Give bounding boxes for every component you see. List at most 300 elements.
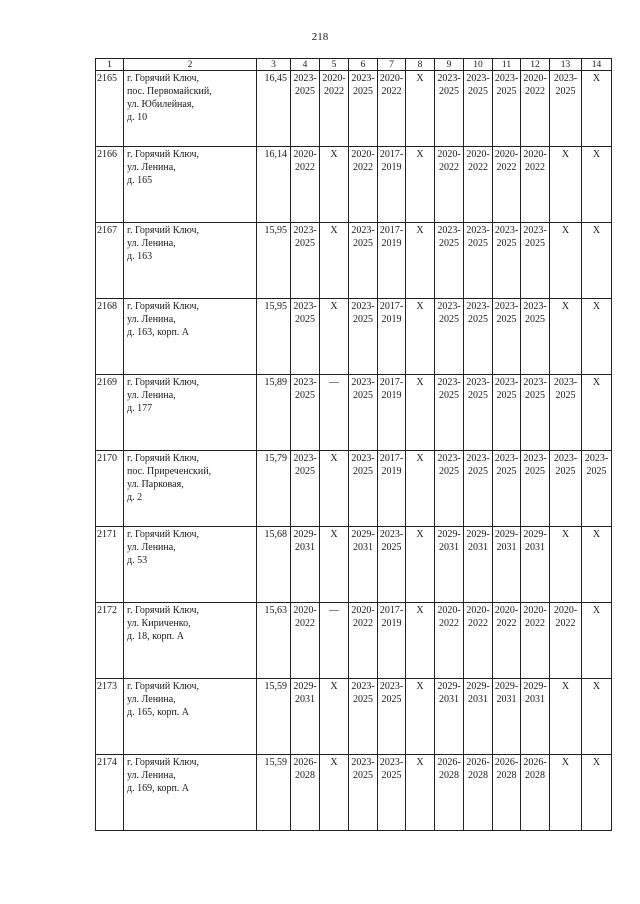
period-line: 2029- — [437, 529, 461, 540]
period-line: Х — [416, 529, 424, 540]
period-cell-col-12 — [521, 147, 550, 223]
period-line: 2020- — [437, 605, 461, 616]
period-line: 2023- — [523, 225, 547, 236]
column-header-9: 9 — [435, 59, 464, 71]
period-cell-col-12 — [521, 679, 550, 755]
address-cell — [124, 147, 257, 223]
period-line: 2020- — [523, 605, 547, 616]
period-cell-col-8 — [406, 71, 435, 147]
period-line: 2025 — [381, 770, 402, 781]
period-line: 2025 — [496, 314, 517, 325]
period-cell-col-5 — [320, 147, 349, 223]
period-cell-col-14 — [582, 527, 612, 603]
column-header-8: 8 — [406, 59, 435, 71]
row-number-cell: 2170 — [96, 451, 124, 527]
period-cell-col-8 — [406, 375, 435, 451]
period-cell-col-5 — [320, 755, 349, 831]
period-line: 2020- — [466, 149, 490, 160]
period-line: 2025 — [525, 466, 545, 477]
period-cell-col-4 — [291, 147, 320, 223]
address-cell — [124, 71, 257, 147]
period-line: 2023- — [293, 225, 317, 236]
period-cell-col-13 — [550, 71, 582, 147]
period-cell-col-12 — [521, 223, 550, 299]
period-line: 2026- — [523, 757, 547, 768]
period-cell-col-4 — [291, 71, 320, 147]
period-line: 2023- — [379, 757, 404, 768]
period-cell-col-7 — [378, 147, 406, 223]
period-line: 2023- — [351, 225, 375, 236]
address-line: г. Горячий Ключ, — [127, 757, 199, 768]
period-cell-col-9 — [435, 375, 464, 451]
address-line: г. Горячий Ключ, — [127, 377, 199, 388]
period-line: Х — [416, 757, 424, 768]
address-line: д. 177 — [127, 403, 153, 414]
period-cell-col-8 — [406, 527, 435, 603]
period-cell-col-10 — [464, 223, 493, 299]
period-line: 2025 — [295, 238, 315, 249]
period-line: 2023- — [351, 377, 375, 388]
period-line: Х — [416, 681, 424, 692]
period-line: 2028 — [525, 770, 545, 781]
period-cell-col-11 — [493, 375, 521, 451]
address-line: г. Горячий Ключ, — [127, 149, 199, 160]
period-line: 2025 — [525, 238, 545, 249]
period-line: Х — [561, 757, 570, 768]
period-cell-col-6 — [349, 147, 378, 223]
period-cell-col-11 — [493, 603, 521, 679]
column-header-6: 6 — [349, 59, 378, 71]
period-line: 2029- — [466, 529, 490, 540]
period-cell-col-4 — [291, 755, 320, 831]
period-line: 2025 — [353, 694, 373, 705]
period-cell-col-8 — [406, 299, 435, 375]
period-cell-col-5 — [320, 223, 349, 299]
table-row — [96, 71, 612, 147]
header-row — [96, 59, 612, 71]
period-cell-col-9 — [435, 755, 464, 831]
address-cell — [124, 223, 257, 299]
period-line: 2020- — [437, 149, 461, 160]
period-cell-col-10 — [464, 603, 493, 679]
row-number-cell: 2167 — [96, 223, 124, 299]
period-cell-col-11 — [493, 147, 521, 223]
period-line: Х — [330, 225, 338, 236]
period-cell-col-13 — [550, 375, 582, 451]
period-line: Х — [592, 73, 601, 84]
address-cell — [124, 603, 257, 679]
period-line: Х — [592, 301, 601, 312]
period-line: 2029- — [523, 529, 547, 540]
period-line: 2025 — [295, 390, 315, 401]
period-line: 2025 — [439, 314, 459, 325]
period-line: 2031 — [468, 542, 488, 553]
period-cell-col-7 — [378, 603, 406, 679]
address-line: ул. Ленина, — [127, 694, 176, 705]
period-line: 2029- — [351, 529, 375, 540]
address-line: д. 18, корп. А — [127, 631, 185, 642]
period-cell-col-5 — [320, 71, 349, 147]
period-line: 2031 — [468, 694, 488, 705]
period-cell-col-6 — [349, 451, 378, 527]
period-cell-col-14 — [582, 375, 612, 451]
period-line: 2025 — [353, 314, 373, 325]
period-line: 2025 — [496, 466, 517, 477]
period-cell-col-5 — [320, 679, 349, 755]
area-cell: 15,79 — [257, 451, 291, 527]
period-cell-col-13 — [550, 147, 582, 223]
period-line: 2022 — [555, 618, 576, 629]
period-line: 2022 — [496, 618, 517, 629]
period-cell-col-11 — [493, 451, 521, 527]
period-cell-col-6 — [349, 223, 378, 299]
period-line: 2022 — [496, 162, 517, 173]
period-cell-col-14 — [582, 755, 612, 831]
period-cell-col-5 — [320, 527, 349, 603]
period-line: 2025 — [353, 466, 373, 477]
period-line: 2022 — [439, 618, 459, 629]
period-cell-col-4 — [291, 603, 320, 679]
period-line: 2023- — [494, 301, 519, 312]
address-line: г. Горячий Ключ, — [127, 529, 199, 540]
address-line: д. 2 — [127, 492, 143, 503]
period-cell-col-7 — [378, 755, 406, 831]
period-line: 2020- — [466, 605, 490, 616]
period-cell-col-6 — [349, 71, 378, 147]
period-cell-col-14 — [582, 223, 612, 299]
period-cell-col-7 — [378, 451, 406, 527]
period-line: 2031 — [496, 694, 517, 705]
period-line: 2028 — [468, 770, 488, 781]
area-cell: 15,63 — [257, 603, 291, 679]
table-row — [96, 679, 612, 755]
period-line: 2020- — [523, 73, 547, 84]
period-cell-col-4 — [291, 299, 320, 375]
period-line: 2029- — [494, 681, 519, 692]
period-line: Х — [416, 301, 424, 312]
address-line: г. Горячий Ключ, — [127, 225, 199, 236]
address-line: ул. Ленина, — [127, 314, 176, 325]
period-line: 2025 — [555, 390, 576, 401]
period-line: 2023- — [437, 377, 461, 388]
period-line: 2025 — [381, 542, 402, 553]
period-cell-col-7 — [378, 71, 406, 147]
period-line: 2029- — [293, 681, 317, 692]
period-line: 2025 — [555, 466, 576, 477]
row-number-cell: 2172 — [96, 603, 124, 679]
period-cell-col-5 — [320, 299, 349, 375]
period-line: 2022 — [468, 162, 488, 173]
period-line: 2025 — [295, 86, 315, 97]
period-cell-col-9 — [435, 603, 464, 679]
period-cell-col-10 — [464, 375, 493, 451]
period-line: 2025 — [586, 466, 607, 477]
period-line: Х — [592, 757, 601, 768]
period-cell-col-10 — [464, 527, 493, 603]
period-cell-col-14 — [582, 71, 612, 147]
row-number-cell: 2171 — [96, 527, 124, 603]
area-cell: 15,68 — [257, 527, 291, 603]
address-line: ул. Ленина, — [127, 390, 176, 401]
period-line: 2031 — [439, 694, 459, 705]
period-line: 2023- — [523, 453, 547, 464]
period-line: 2023- — [494, 73, 519, 84]
address-line: д. 10 — [127, 112, 148, 123]
address-line: ул. Юбилейная, — [127, 99, 194, 110]
period-line: Х — [330, 757, 338, 768]
column-header-5: 5 — [320, 59, 349, 71]
address-line: д. 165, корп. А — [127, 707, 190, 718]
period-line: 2023- — [379, 681, 404, 692]
column-header-10: 10 — [464, 59, 493, 71]
period-line: 2031 — [295, 542, 315, 553]
period-line: 2022 — [381, 86, 402, 97]
period-cell-col-11 — [493, 299, 521, 375]
address-line: пос. Приреченский, — [127, 466, 212, 477]
period-line: 2025 — [468, 238, 488, 249]
period-cell-col-10 — [464, 299, 493, 375]
register-table — [95, 58, 612, 831]
period-cell-col-6 — [349, 375, 378, 451]
period-cell-col-9 — [435, 299, 464, 375]
table-row — [96, 451, 612, 527]
period-cell-col-12 — [521, 375, 550, 451]
table-row — [96, 147, 612, 223]
period-line: 2022 — [525, 618, 545, 629]
address-cell — [124, 375, 257, 451]
period-line: 2022 — [295, 162, 315, 173]
period-line: 2025 — [353, 86, 373, 97]
period-cell-col-4 — [291, 679, 320, 755]
table-row — [96, 527, 612, 603]
period-line: 2023- — [584, 453, 609, 464]
period-cell-col-5 — [320, 603, 349, 679]
period-line: 2020- — [494, 149, 519, 160]
period-cell-col-6 — [349, 679, 378, 755]
address-cell — [124, 755, 257, 831]
period-line: 2025 — [353, 238, 373, 249]
period-cell-col-14 — [582, 679, 612, 755]
period-line: 2017- — [379, 605, 404, 616]
period-line: Х — [561, 529, 570, 540]
address-line: д. 163, корп. А — [127, 327, 190, 338]
period-line: Х — [592, 149, 601, 160]
period-line: Х — [330, 681, 338, 692]
column-header-7: 7 — [378, 59, 406, 71]
address-line: г. Горячий Ключ, — [127, 453, 199, 464]
period-line: 2025 — [468, 466, 488, 477]
period-line: 2020- — [293, 605, 317, 616]
period-line: 2025 — [468, 86, 488, 97]
period-line: 2031 — [525, 542, 545, 553]
table-row — [96, 603, 612, 679]
area-cell: 15,95 — [257, 223, 291, 299]
period-line: 2019 — [381, 466, 402, 477]
period-cell-col-13 — [550, 299, 582, 375]
period-line: 2025 — [439, 390, 459, 401]
period-line: 2023- — [351, 73, 375, 84]
row-number-cell: 2165 — [96, 71, 124, 147]
address-line: г. Горячий Ключ, — [127, 605, 199, 616]
column-header-14: 14 — [582, 59, 612, 71]
address-line: ул. Ленина, — [127, 542, 176, 553]
period-line: 2025 — [353, 770, 373, 781]
period-cell-col-5 — [320, 375, 349, 451]
address-cell — [124, 679, 257, 755]
period-line: 2017- — [379, 301, 404, 312]
period-line: — — [329, 605, 339, 616]
area-cell: 15,59 — [257, 679, 291, 755]
period-line: Х — [592, 529, 601, 540]
row-number-cell: 2174 — [96, 755, 124, 831]
address-line: г. Горячий Ключ, — [127, 681, 199, 692]
period-cell-col-11 — [493, 223, 521, 299]
period-cell-col-7 — [378, 375, 406, 451]
table-body — [96, 71, 612, 831]
period-cell-col-8 — [406, 223, 435, 299]
period-line: Х — [416, 605, 424, 616]
period-line: 2029- — [466, 681, 490, 692]
period-line: Х — [592, 605, 601, 616]
period-cell-col-8 — [406, 603, 435, 679]
period-line: 2023- — [437, 73, 461, 84]
period-line: 2025 — [525, 314, 545, 325]
period-cell-col-12 — [521, 451, 550, 527]
period-line: 2029- — [437, 681, 461, 692]
period-cell-col-10 — [464, 679, 493, 755]
period-line: 2023- — [351, 681, 375, 692]
period-line: 2023- — [553, 377, 578, 388]
period-line: 2025 — [439, 238, 459, 249]
row-number-cell: 2169 — [96, 375, 124, 451]
period-cell-col-12 — [521, 71, 550, 147]
period-line: 2031 — [295, 694, 315, 705]
period-line: 2020- — [553, 605, 578, 616]
column-header-2: 2 — [124, 59, 257, 71]
period-line: Х — [561, 681, 570, 692]
period-line: Х — [330, 149, 338, 160]
period-line: 2017- — [379, 225, 404, 236]
period-line: 2022 — [353, 618, 373, 629]
period-line: 2023- — [466, 301, 490, 312]
period-line: 2031 — [525, 694, 545, 705]
address-cell — [124, 451, 257, 527]
period-line: 2022 — [525, 86, 545, 97]
period-line: 2025 — [381, 694, 402, 705]
area-cell: 15,95 — [257, 299, 291, 375]
period-line: Х — [592, 377, 601, 388]
period-line: 2022 — [468, 618, 488, 629]
column-header-12: 12 — [521, 59, 550, 71]
period-line: 2020- — [523, 149, 547, 160]
period-line: Х — [330, 453, 338, 464]
address-cell — [124, 527, 257, 603]
period-line: 2017- — [379, 149, 404, 160]
period-line: 2023- — [351, 453, 375, 464]
period-line: Х — [416, 453, 424, 464]
period-line: 2025 — [525, 390, 545, 401]
period-cell-col-12 — [521, 755, 550, 831]
period-cell-col-9 — [435, 527, 464, 603]
period-cell-col-14 — [582, 299, 612, 375]
address-line: ул. Кириченко, — [127, 618, 191, 629]
period-cell-col-11 — [493, 71, 521, 147]
period-line: 2031 — [439, 542, 459, 553]
table-row — [96, 755, 612, 831]
period-cell-col-11 — [493, 755, 521, 831]
period-cell-col-6 — [349, 299, 378, 375]
period-line: 2017- — [379, 377, 404, 388]
period-cell-col-9 — [435, 679, 464, 755]
period-line: 2019 — [381, 162, 402, 173]
period-cell-col-6 — [349, 603, 378, 679]
area-cell: 16,45 — [257, 71, 291, 147]
period-line: 2022 — [439, 162, 459, 173]
period-line: 2017- — [379, 453, 404, 464]
period-line: 2020- — [379, 73, 404, 84]
area-cell: 15,59 — [257, 755, 291, 831]
period-line: 2028 — [295, 770, 315, 781]
period-line: 2020- — [322, 73, 346, 84]
period-line: 2026- — [437, 757, 461, 768]
period-line: 2019 — [381, 390, 402, 401]
period-line: 2026- — [466, 757, 490, 768]
period-line: 2022 — [353, 162, 373, 173]
period-line: 2020- — [351, 605, 375, 616]
period-line: 2023- — [437, 225, 461, 236]
period-line: Х — [561, 225, 570, 236]
period-line: 2023- — [553, 73, 578, 84]
address-cell — [124, 299, 257, 375]
period-line: 2019 — [381, 314, 402, 325]
period-cell-col-13 — [550, 223, 582, 299]
table-row — [96, 223, 612, 299]
period-cell-col-4 — [291, 375, 320, 451]
period-line: Х — [416, 149, 424, 160]
period-line: 2026- — [293, 757, 317, 768]
period-line: 2029- — [293, 529, 317, 540]
column-header-3: 3 — [257, 59, 291, 71]
period-line: 2023- — [494, 453, 519, 464]
period-line: 2023- — [466, 73, 490, 84]
column-header-13: 13 — [550, 59, 582, 71]
period-line: 2031 — [353, 542, 373, 553]
period-line: Х — [592, 225, 601, 236]
period-line: 2025 — [496, 390, 517, 401]
period-cell-col-7 — [378, 223, 406, 299]
period-line: 2025 — [439, 466, 459, 477]
period-line: 2025 — [496, 238, 517, 249]
period-line: — — [329, 377, 339, 388]
column-header-11: 11 — [493, 59, 521, 71]
period-line: 2023- — [351, 757, 375, 768]
page-number: 218 — [311, 31, 329, 43]
period-line: 2019 — [381, 618, 402, 629]
period-line: 2023- — [466, 377, 490, 388]
address-line: ул. Ленина, — [127, 770, 176, 781]
period-line: 2029- — [523, 681, 547, 692]
period-line: 2022 — [525, 162, 545, 173]
period-cell-col-13 — [550, 755, 582, 831]
period-cell-col-13 — [550, 451, 582, 527]
period-cell-col-10 — [464, 147, 493, 223]
address-line: д. 169, корп. А — [127, 783, 190, 794]
column-header-1: 1 — [96, 59, 124, 71]
period-line: 2023- — [379, 529, 404, 540]
period-cell-col-9 — [435, 223, 464, 299]
period-line: 2022 — [324, 86, 344, 97]
period-cell-col-6 — [349, 527, 378, 603]
